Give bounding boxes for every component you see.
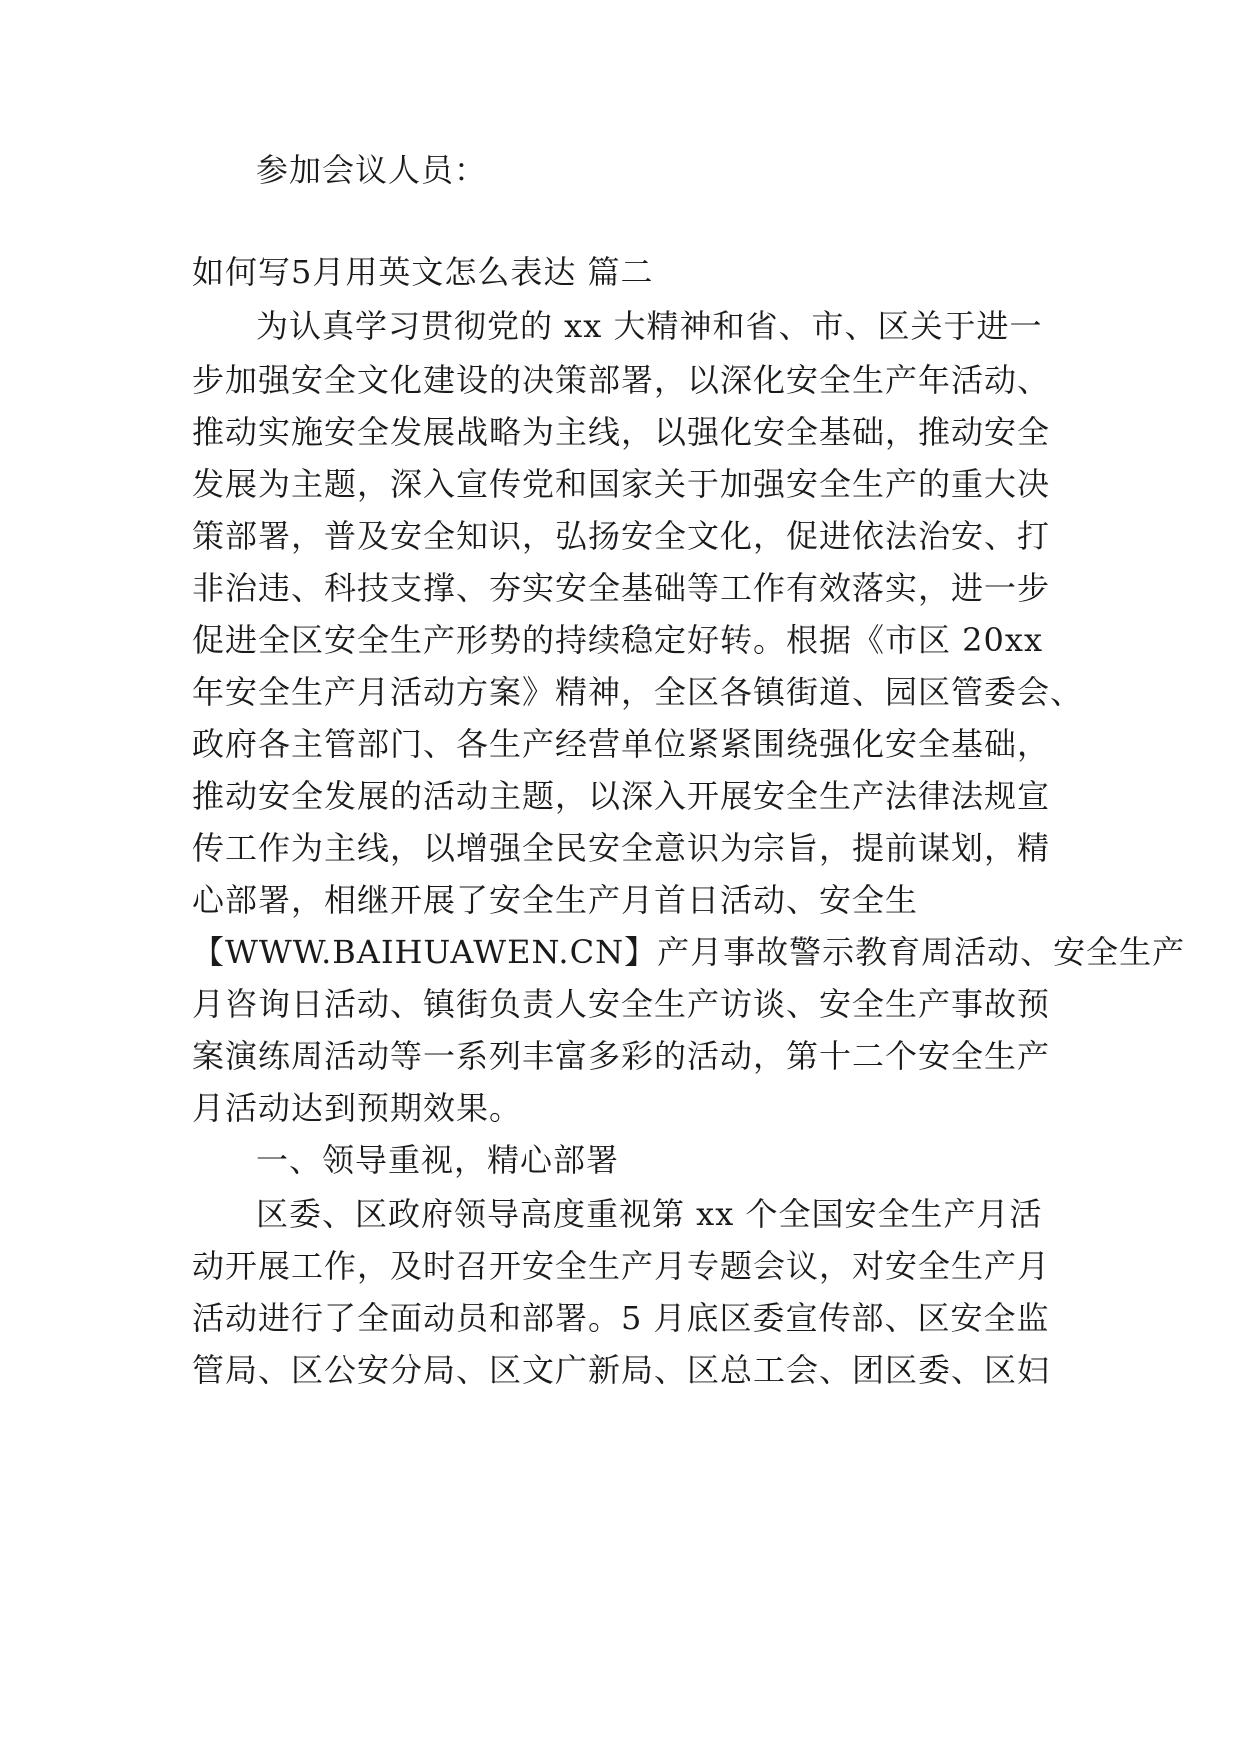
paragraph-line: 案演练周活动等一系列丰富多彩的活动，第十二个安全生产: [192, 1037, 1051, 1075]
paragraph-line: 心部署，相继开展了安全生产月首日活动、安全生: [192, 881, 919, 919]
paragraph-line: 非治违、科技支撑、夯实安全基础等工作有效落实，进一步: [192, 569, 1051, 607]
paragraph-line: 为认真学习贯彻党的 xx 大精神和省、市、区关于进一: [256, 307, 1043, 345]
paragraph-line: 月咨询日活动、镇街负责人安全生产访谈、安全生产事故预: [192, 985, 1051, 1023]
paragraph-line: 月活动达到预期效果。: [192, 1089, 523, 1127]
paragraph-line: 促进全区安全生产形势的持续稳定好转。根据《市区 20xx: [192, 621, 1043, 659]
paragraph-line: 步加强安全文化建设的决策部署，以深化安全生产年活动、: [192, 361, 1051, 399]
paragraph-line: 活动进行了全面动员和部署。5 月底区委宣传部、区安全监: [192, 1299, 1050, 1337]
paragraph-line: 管局、区公安分局、区文广新局、区总工会、团区委、区妇: [192, 1351, 1051, 1389]
paragraph-line: 动开展工作，及时召开安全生产月专题会议，对安全生产月: [192, 1247, 1051, 1285]
section-heading: 如何写5月用英文怎么表达 篇二: [192, 253, 654, 291]
paragraph-line: 【WWW.BAIHUAWEN.CN】产月事故警示教育周活动、安全生产: [192, 933, 1186, 971]
paragraph-line: 推动实施安全发展战略为主线，以强化安全基础，推动安全: [192, 413, 1051, 451]
paragraph-line: 区委、区政府领导高度重视第 xx 个全国安全生产月活: [256, 1195, 1043, 1233]
paragraph-line: 年安全生产月活动方案》精神，全区各镇街道、园区管委会、: [192, 673, 1084, 711]
section-title: 一、领导重视，精心部署: [256, 1141, 620, 1179]
paragraph-line: 传工作为主线，以增强全民安全意识为宗旨，提前谋划，精: [192, 829, 1051, 867]
paragraph-line: 发展为主题，深入宣传党和国家关于加强安全生产的重大决: [192, 465, 1051, 503]
paragraph-line: 策部署，普及安全知识，弘扬安全文化，促进依法治安、打: [192, 517, 1051, 555]
paragraph-line: 推动安全发展的活动主题，以深入开展安全生产法律法规宣: [192, 777, 1051, 815]
attendees-label: 参加会议人员：: [256, 151, 488, 189]
paragraph-line: 政府各主管部门、各生产经营单位紧紧围绕强化安全基础，: [192, 725, 1051, 763]
